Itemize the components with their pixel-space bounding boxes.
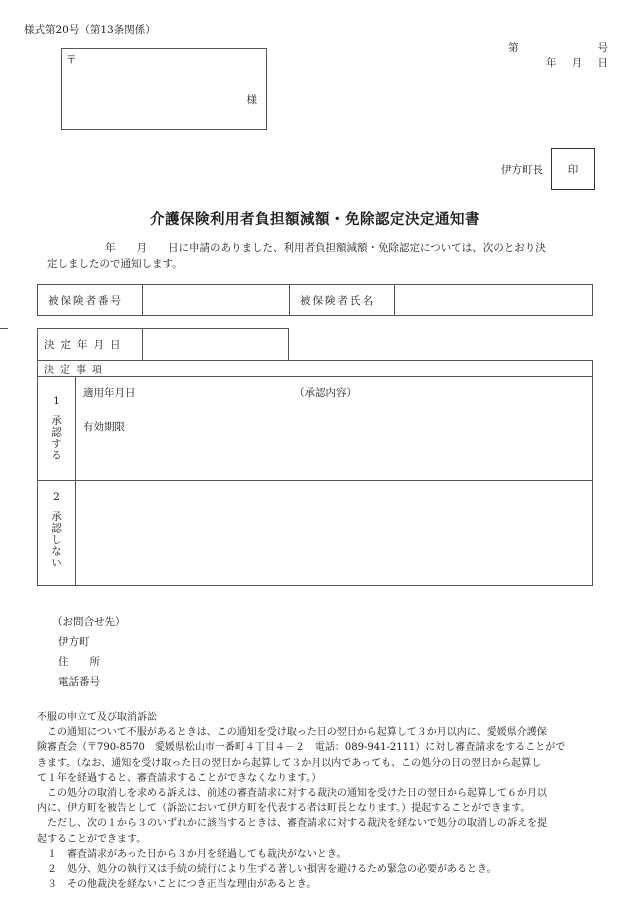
intro-line-2: 定しましたので通知します。: [47, 258, 183, 270]
reject-label: 承認しない: [50, 511, 62, 569]
valid-period-label: 有効期限: [83, 421, 125, 433]
contact-phone-label: 電話番号: [58, 676, 100, 688]
date-month-label: 月: [571, 57, 583, 69]
issuer-title: 伊方町長: [501, 164, 543, 176]
insured-name-label: 被保険者氏名: [290, 285, 395, 315]
reject-header: [38, 481, 76, 585]
appeal-notice: [37, 710, 609, 892]
appeal-p2-line2: 内に、伊方町を被告として（訴訟において伊方町を代表する者は町長となります。）提起することができます。: [37, 803, 531, 815]
contact-org: 伊方町: [58, 636, 90, 648]
appeal-p3-line2: 起することができます。: [37, 833, 147, 845]
document-number: [508, 40, 608, 55]
reject-number: 2: [53, 491, 60, 503]
insured-number-field[interactable]: [143, 285, 290, 315]
approve-number: 1: [53, 395, 60, 407]
appeal-item-3: ３ その他裁決を経ないことにつき正当な理由があるとき。: [37, 879, 317, 891]
insured-number-label: 被保険者番号: [38, 285, 143, 315]
contact-address-label: 住 所: [58, 656, 100, 668]
intro-text: [47, 240, 607, 272]
seal-label: 印: [567, 163, 579, 176]
insured-name-field[interactable]: [395, 285, 592, 315]
appeal-item-2: ２ 処分、処分の執行又は手続の続行により生ずる著しい損害を避けるため緊急の必要があるとき。: [37, 864, 497, 876]
decision-items-table: [37, 360, 593, 586]
appeal-p1-line1: この通知について不服があるときは、この通知を受け取った日の翌日から起算して３か月以内に、愛媛県介護保: [37, 727, 547, 739]
document-date: [546, 55, 608, 70]
appeal-p1-line3: きます。（なお、通知を受け取った日の翌日から起算して３か月以内であっても、この処分の日の翌日から起算し: [37, 757, 542, 769]
contact-heading: （お問合せ先）: [52, 616, 126, 628]
margin-mark: [0, 328, 8, 329]
recipient-address-box: [61, 48, 267, 130]
approve-content: [76, 377, 592, 481]
document-title: 介護保険利用者負担額減額・免除認定決定通知書: [150, 211, 480, 228]
recipient-honorific: 様: [246, 94, 257, 106]
decision-date-label: 決定年月日: [38, 329, 143, 360]
postal-mark: 〒: [66, 54, 77, 66]
document-number-suffix: 号: [597, 42, 608, 54]
appeal-p3-line1: ただし、次の１から３のいずれかに該当するときは、審査請求に対する裁決を経ないで処分の取消しの訴えを提: [37, 818, 547, 830]
appeal-heading: 不服の申立て及び取消訴訟: [37, 712, 157, 723]
decision-date-field[interactable]: [143, 329, 288, 360]
decision-date-table: [37, 328, 289, 361]
appeal-p2-line1: この処分の取消しを求める訴えは、前述の審査請求に対する裁決の通知を受けた日の翌日から起算して６か月以: [37, 788, 547, 800]
approve-label: 承認する: [50, 415, 62, 461]
apply-date-label: 適用年月日: [83, 387, 136, 399]
reject-content[interactable]: [76, 481, 592, 585]
document-number-prefix: 第: [508, 42, 519, 54]
contact-block: [52, 612, 126, 692]
appeal-item-1: １ 審査請求があった日から３か月を経過しても裁決がないとき。: [37, 848, 347, 860]
approval-content-label: （承認内容）: [294, 387, 357, 399]
seal-box: [551, 148, 595, 190]
date-year-label: 年: [546, 57, 557, 69]
insured-info-table: [37, 284, 593, 316]
approve-header: [38, 377, 76, 481]
date-day-label: 日: [597, 57, 608, 69]
form-number: 様式第20号（第13条関係）: [24, 24, 156, 36]
appeal-p1-line2: 険審査会（〒790‐8570 愛媛県松山市一番町４丁目４－２ 電話：089‐941‐2111）に対し審査請求をすることがで: [37, 742, 566, 754]
intro-line-1: 年 月 日に申請のありました、利用者負担額減額・免除認定については、次のとおり決: [105, 242, 546, 254]
decision-items-label: 決定事項: [38, 361, 592, 377]
appeal-p1-line4: て１年を経過すると、審査請求することができなくなります。）: [37, 772, 322, 784]
